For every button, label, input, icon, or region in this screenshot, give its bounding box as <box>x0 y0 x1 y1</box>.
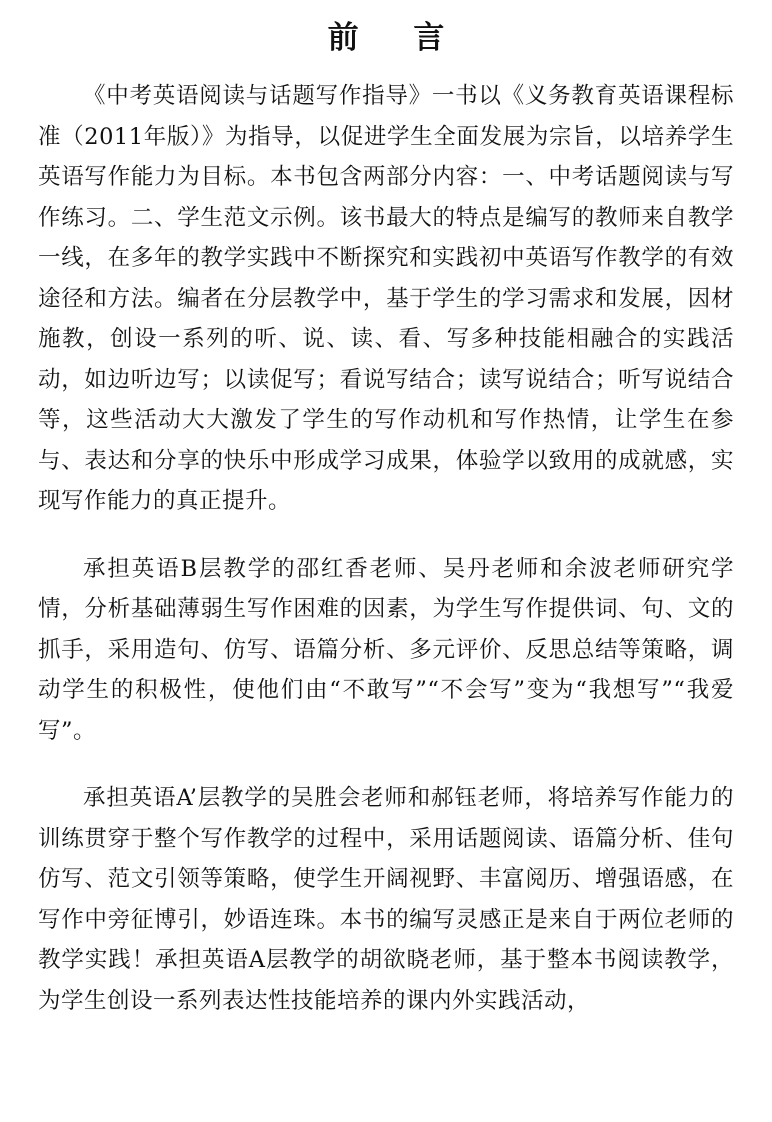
paragraph-1: 《中考英语阅读与话题写作指导》一书以《义务教育英语课程标准（2011年版）》为指导，以促进学生全面发展为宗旨，以培养学生英语写作能力为目标。本书包含两部分内容：一、中考话题阅读与写作练习。二、学生范文示例。该书最大的特点是编写的教师来自教学一线，在多年的教学实践中不断探究和实践初中英语写作教学的有效途径和方法。编者在分层教学中，基于学生的学习需求和发展，因材施教，创设一系列的听、说、读、看、写多种技能相融合的实践活动，如边听边写；以读促写；看说写结合；读写说结合；听写说结合等，这些活动大大激发了学生的写作动机和写作热情，让学生在参与、表达和分享的快乐中形成学习成果，体验学以致用的成就感，实现写作能力的真正提升。 <box>38 83 734 514</box>
paragraph-2: 承担英语B层教学的邵红香老师、吴丹老师和余波老师研究学情，分析基础薄弱生写作困难的因素，为学生写作提供词、句、文的抓手，采用造句、仿写、语篇分析、多元评价、反思总结等策略，调动学生的积极性，使他们由“不敢写”“不会写”变为“我想写”“我爱写”。 <box>38 555 734 744</box>
page-title: 前 言 <box>327 20 467 56</box>
paragraph-3: 承担英语A’层教学的吴胜会老师和郝钰老师，将培养写作能力的训练贯穿于整个写作教学的过程中，采用话题阅读、语篇分析、佳句仿写、范文引领等策略，使学生开阔视野、丰富阅历、增强语感，在写作中旁征博引，妙语连珠。本书的编写灵感正是来自于两位老师的教学实践！承担英语A层教学的胡欲晓老师，基于整本书阅读教学，为学生创设一系列表达性技能培养的课内外实践活动， <box>38 785 734 1014</box>
